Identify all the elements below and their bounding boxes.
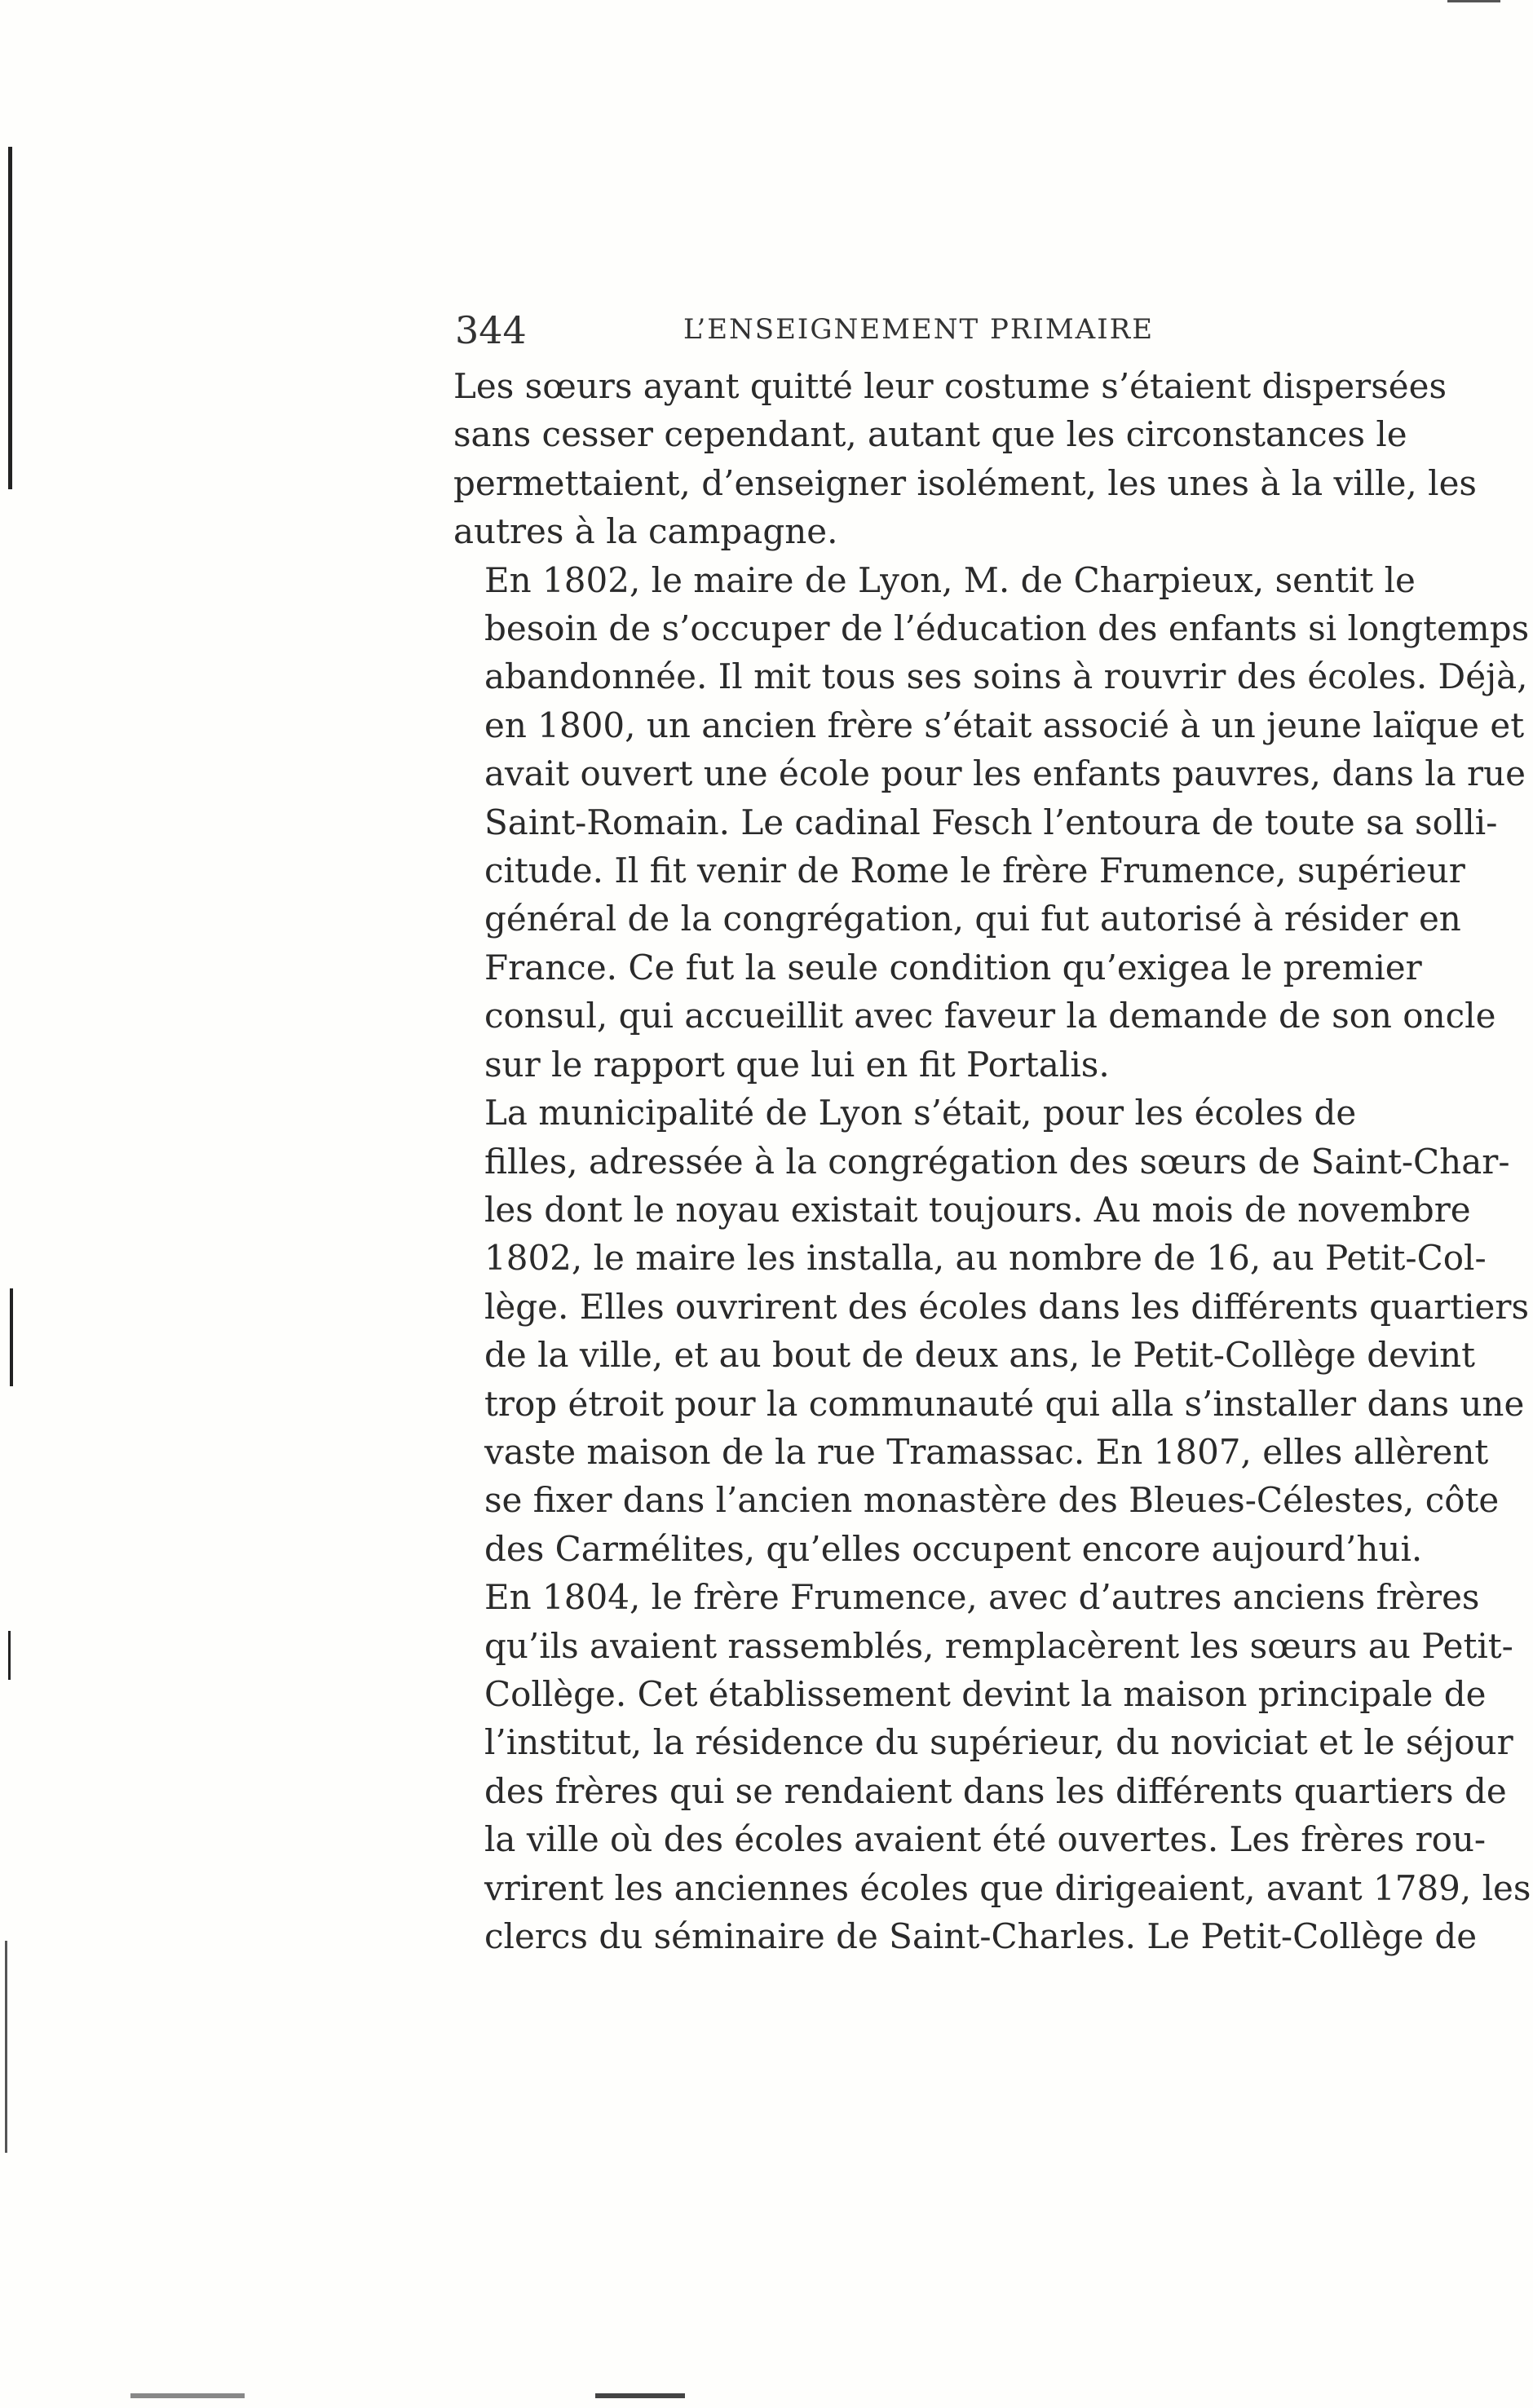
text-line: consul, qui accueillit avec faveur la demande de son oncle [484, 996, 1496, 1036]
page-number: 344 [455, 308, 527, 352]
text-line: sur le rapport que lui en fit Portalis. [484, 1044, 1110, 1085]
text-line: En 1804, le frère Frumence, avec d’autres anciens frères [484, 1577, 1480, 1618]
paragraph [453, 556, 1530, 1089]
text-line: trop étroit pour la communauté qui alla s’installer dans une [484, 1383, 1525, 1424]
text-line: citude. Il fit venir de Rome le frère Frumence, supérieur [484, 851, 1465, 891]
text-line: France. Ce fut la seule condition qu’exigea le premier [484, 947, 1422, 988]
text-line: avait ouvert une école pour les enfants pauvres, dans la rue [484, 753, 1526, 794]
text-line: permettaient, d’enseigner isolément, les unes à la ville, les [453, 462, 1477, 503]
text-line: les dont le noyau existait toujours. Au mois de novembre [484, 1189, 1471, 1230]
text-line: qu’ils avaient rassemblés, remplacèrent les sœurs au Petit- [484, 1625, 1513, 1666]
text-line: lège. Elles ouvrirent des écoles dans les différents quartiers [484, 1286, 1529, 1327]
scan-edge-mark [1447, 0, 1500, 2]
scan-edge-mark [8, 147, 12, 489]
body-text [453, 362, 1531, 1960]
scan-edge-mark [8, 1631, 11, 1680]
text-line: Saint-Romain. Le cadinal Fesch l’entoura de toute sa solli- [484, 802, 1498, 842]
paragraph [453, 362, 1477, 556]
scan-edge-mark [10, 1288, 13, 1386]
text-line: vrirent les anciennes écoles que dirigeaient, avant 1789, les [484, 1867, 1531, 1908]
text-line: filles, adressée à la congrégation des sœurs de Saint-Char- [484, 1141, 1510, 1182]
text-line: des Carmélites, qu’elles occupent encore aujourd’hui. [484, 1528, 1423, 1569]
paragraph [453, 1089, 1529, 1573]
text-line: sans cesser cependant, autant que les circonstances le [453, 414, 1407, 455]
text-line: autres à la campagne. [453, 511, 838, 552]
text-line: des frères qui se rendaient dans les différents quartiers de [484, 1770, 1507, 1811]
running-title: L’ENSEIGNEMENT PRIMAIRE [683, 313, 1155, 346]
text-line: l’institut, la résidence du supérieur, du noviciat et le séjour [484, 1722, 1513, 1763]
text-line: en 1800, un ancien frère s’était associé à un jeune laïque et [484, 705, 1525, 745]
text-line: Les sœurs ayant quitté leur costume s’étaient dispersées [453, 366, 1447, 406]
text-line: de la ville, et au bout de deux ans, le Petit-Collège devint [484, 1335, 1476, 1376]
text-line: la ville où des écoles avaient été ouvertes. Les frères rou- [484, 1819, 1487, 1860]
text-line: se fixer dans l’ancien monastère des Bleues-Célestes, côte [484, 1480, 1500, 1521]
text-line: La municipalité de Lyon s’était, pour les écoles de [484, 1093, 1357, 1133]
scan-bottom-mark [130, 2393, 245, 2398]
text-line: En 1802, le maire de Lyon, M. de Charpieux, sentit le [484, 559, 1416, 600]
text-line: clercs du séminaire de Saint-Charles. Le Petit-Collège de [484, 1916, 1478, 1956]
text-line: Collège. Cet établissement devint la maison principale de [484, 1673, 1487, 1714]
text-line: vaste maison de la rue Tramassac. En 1807, elles allèrent [484, 1431, 1489, 1472]
book-page [453, 308, 1531, 1960]
scan-edge-mark [5, 1941, 7, 2153]
text-line: général de la congrégation, qui fut autorisé à résider en [484, 899, 1461, 939]
paragraph [453, 1573, 1531, 1960]
text-line: besoin de s’occuper de l’éducation des enfants si longtemps [484, 608, 1530, 649]
text-line: 1802, le maire les installa, au nombre de 16, au Petit-Col- [484, 1238, 1487, 1279]
running-head [453, 308, 1318, 362]
text-line: abandonnée. Il mit tous ses soins à rouvrir des écoles. Déjà, [484, 656, 1528, 697]
scan-bottom-mark [595, 2393, 685, 2398]
